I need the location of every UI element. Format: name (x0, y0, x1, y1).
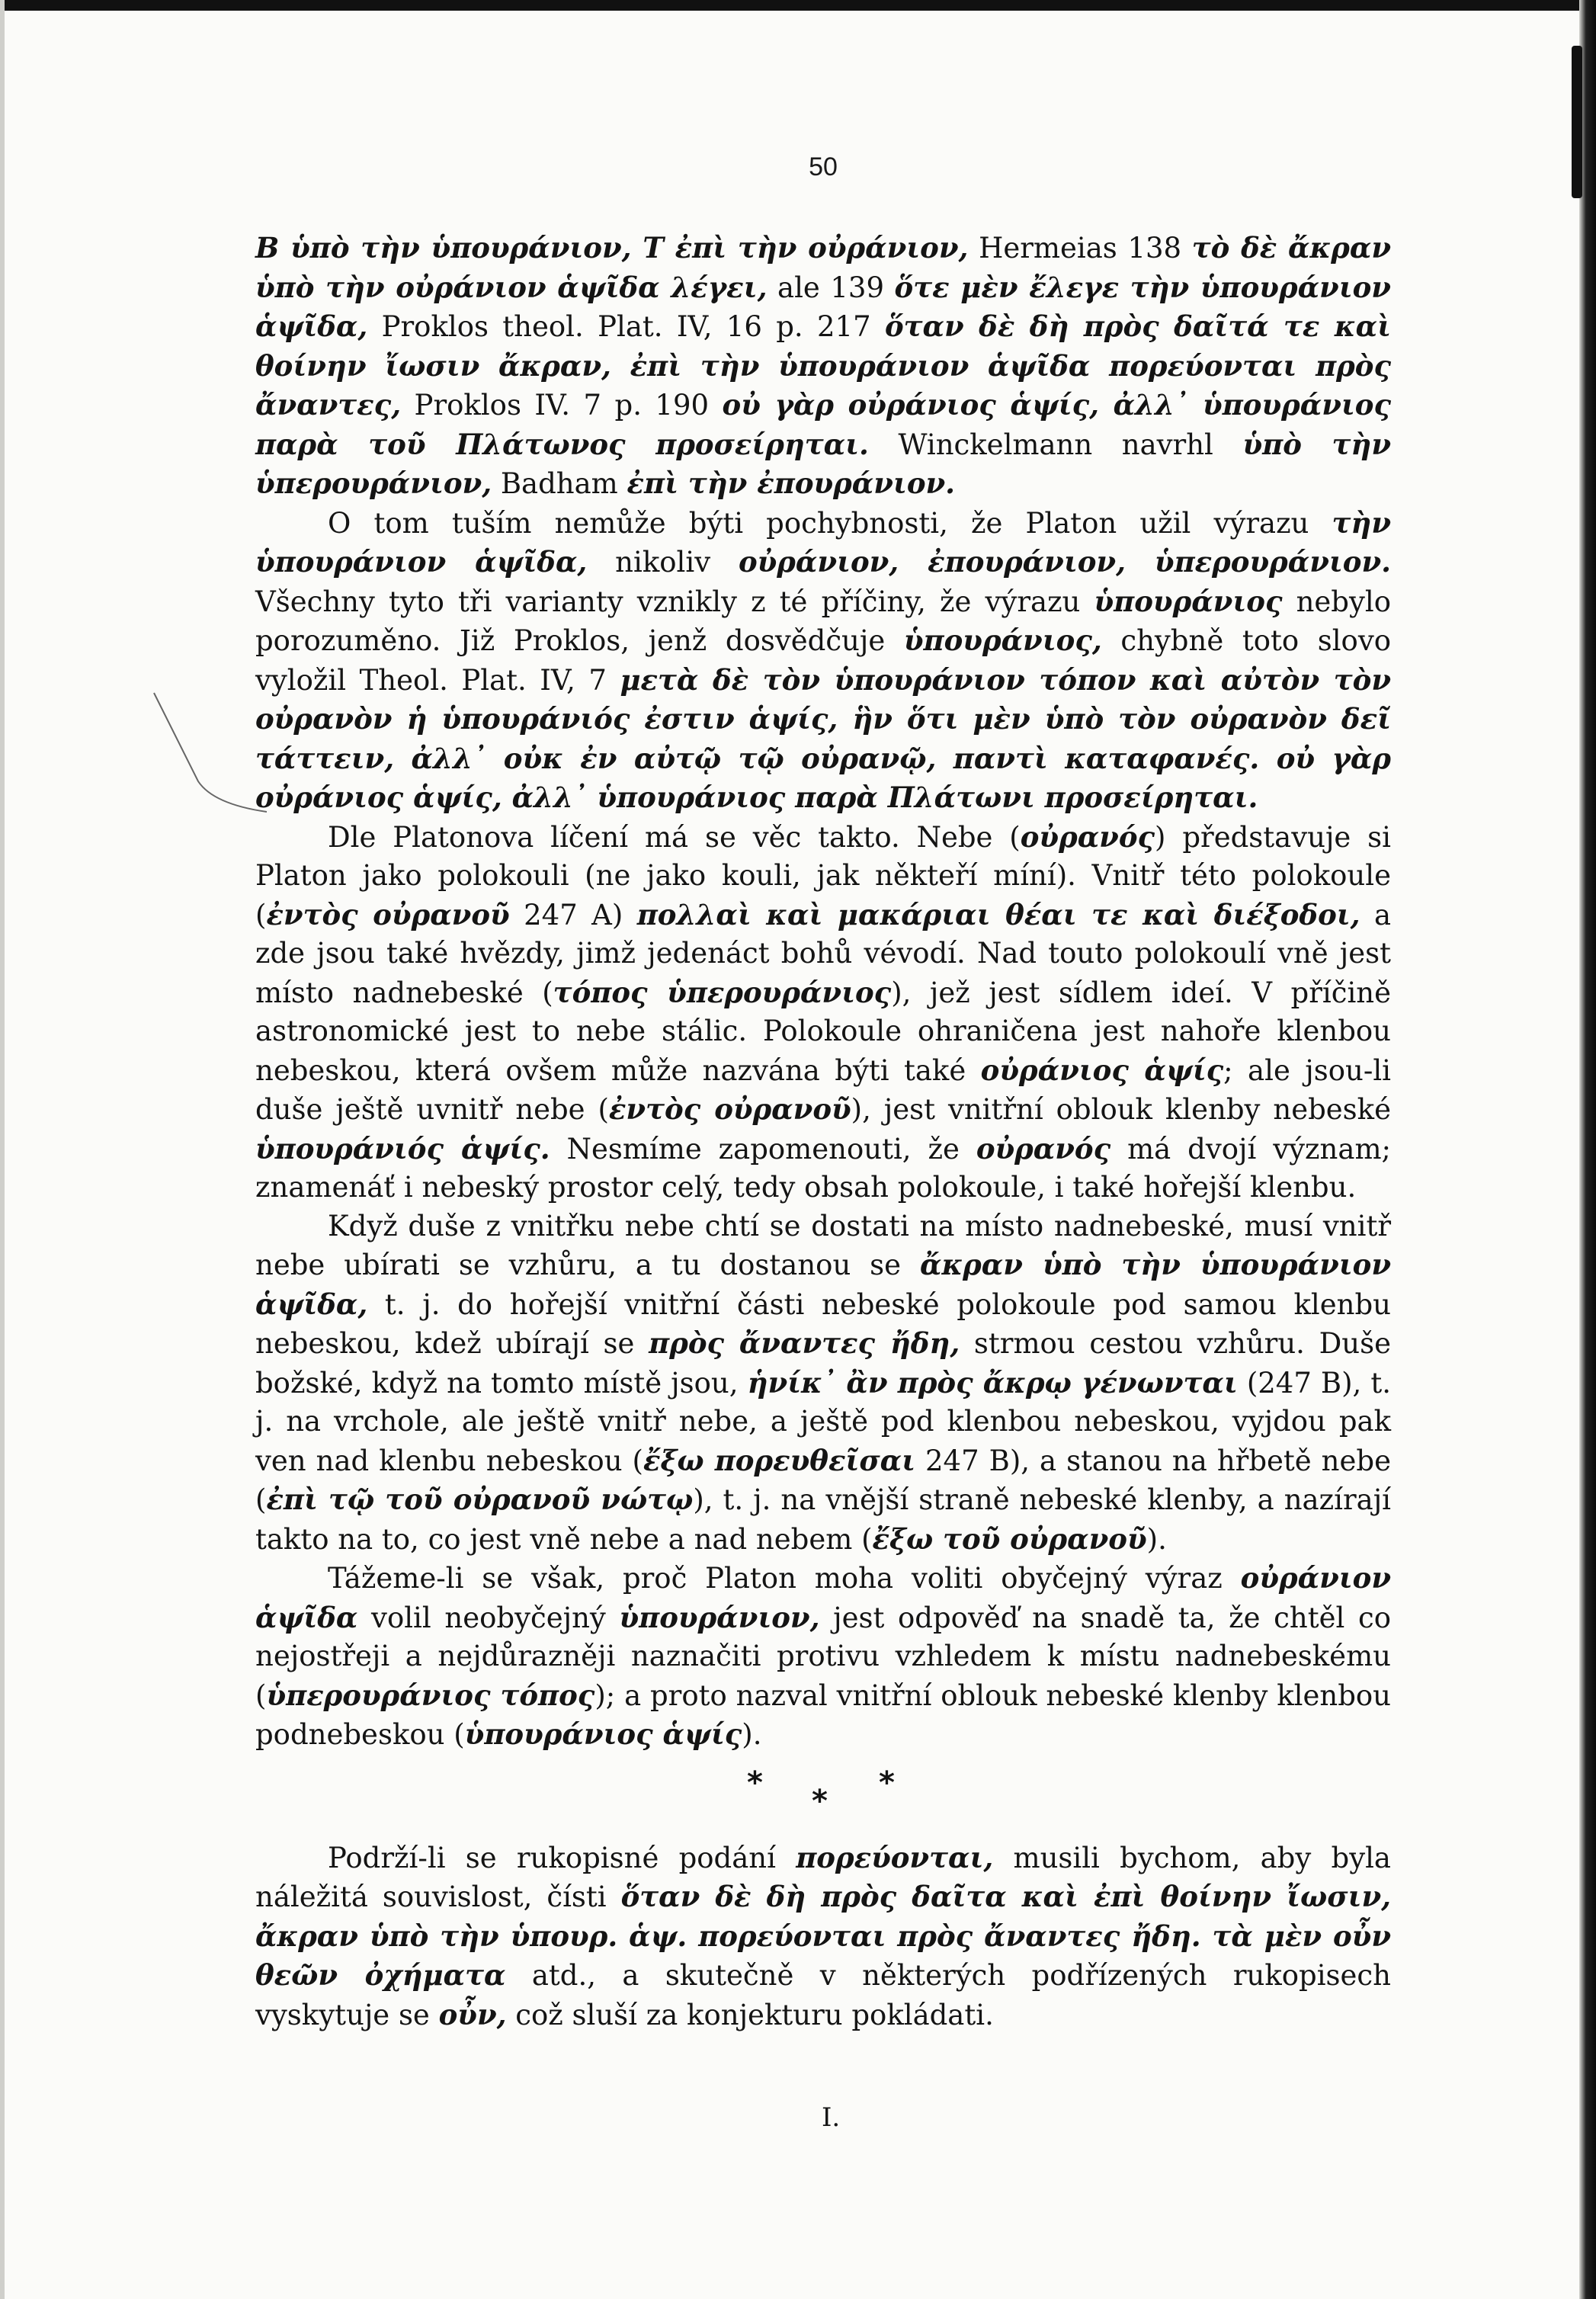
greek-quotation: ὑπουράνιος, (903, 624, 1102, 657)
text-run: Winckelmann navrhl (868, 428, 1243, 461)
greek-quotation: οὐράνιον, ἐπουράνιον, ὑπερουράνιον. (738, 545, 1392, 579)
text-run: atd., a skutečně v některých podřízených rukopisech vyskytuje se (255, 1959, 1391, 2031)
manuscript-siglum: T (643, 231, 664, 265)
margin-pencil-line (152, 690, 267, 819)
text-run: má dvojí význam; znamenáť i nebeský prostor celý, tedy obsah polokoule, i také hořejší klenbu. (255, 1132, 1391, 1204)
text-run: Proklos IV. 7 p. 190 (401, 389, 723, 422)
greek-quotation: ὑπουράνιός ἁψίς. (255, 1131, 550, 1166)
text-run: Všechny tyto tři varianty vznikly z té příčiny, že výrazu (255, 585, 1094, 618)
text-run: a zde jsou také hvězdy, jimž jedenáct bohů vévodí. Nad touto polokoulí vně jest místo nadnebeské ( (255, 898, 1392, 1009)
text-run: Když duše z vnitřku nebe chtí se dostati na místo nadnebeské, musí vnitř nebe ubírati se vzhůru, a tu dostanou se (255, 1209, 1391, 1281)
text-run: volil neobyčejný (357, 1601, 620, 1634)
separator-star: * (879, 1765, 895, 1800)
paragraph-platonova-liceni (255, 818, 1391, 1207)
greek-quotation: οὐρανός (1020, 819, 1155, 854)
greek-quotation: τόπος ὑπερουράνιος (553, 975, 892, 1009)
greek-quotation: ὅτε μὲν ἔλεγε τὴν ὑπουράνιον ἁψῖδα, (255, 270, 1391, 343)
separator-star: * (812, 1783, 828, 1819)
text-run: jest odpověď na snadě ta, že chtěl co nejostřeji a nejdůrazněji naznačiti protivu vzhledem k místu nadnebeskému ( (255, 1601, 1391, 1712)
text-run: ), t. j. na vnější straně nebeské klenby, a nazírají takto na to, co jest vně nebe a nad nebem ( (255, 1483, 1391, 1556)
text-run: ). (742, 1718, 762, 1751)
greek-quotation: οὐράνιος ἁψίς (980, 1053, 1224, 1087)
text-run: Podrží-li se rukopisné podání (328, 1841, 796, 1874)
greek-quotation: τὴν ὑπουράνιον ἁψῖδα, (255, 505, 1391, 579)
greek-quotation: ἔξω τοῦ οὐρανοῦ (872, 1521, 1147, 1556)
text-run: Proklos theol. Plat. IV, 16 p. 217 (367, 310, 885, 343)
paragraph-platon-usage (255, 504, 1391, 818)
greek-quotation: ἔξω πορευθεῖσαι (643, 1443, 915, 1477)
greek-quotation: ὑπερουράνιος τόπος (266, 1678, 595, 1712)
text-run: ale 139 (767, 271, 895, 304)
scan-top-edge (0, 0, 1596, 11)
greek-quotation: ὑπουράνιος ἁψίς (464, 1717, 742, 1751)
greek-quotation: πρὸς ἄναντες ἤδη, (649, 1326, 960, 1360)
scan-left-edge (0, 0, 5, 2299)
paragraph-apparatus (255, 229, 1391, 504)
greek-quotation: ὑπὸ τὴν ὑπερουράνιον, (255, 427, 1391, 500)
greek-quotation: ὑπουράνιος (1094, 584, 1283, 618)
greek-quotation: οὖν, (438, 1997, 507, 2031)
greek-quotation: ὅταν δὲ δὴ πρὸς δαῖτά τε καὶ θοίνην ἴωσιν ἄκραν, ἐπὶ τὴν ὑπουράνιον ἁψῖδα πορεύονται πρὸς ἄναντες, (255, 309, 1391, 422)
greek-quotation: οὐ γὰρ οὐράνιος ἁψίς, ἀλλ᾿ ὑπουράνιος παρὰ τοῦ Πλάτωνος προσείρηται. (255, 388, 1391, 461)
text-run: ) představuje si Platon jako polokouli (ne jako kouli, jak někteří míní). Vnitř této polokoule ( (255, 820, 1392, 931)
text-run: strmou cestou vzhůru. Duše božské, když na tomto místě jsou, (255, 1327, 1391, 1400)
text-run: (247 B), t. j. na vrchole, ale ještě vnitř nebe, a ještě pod klenbou nebeskou, vyjdou pak ven nad klenbu nebeskou ( (255, 1366, 1391, 1477)
greek-quotation: οὐράνιον ἁψῖδα (255, 1561, 1391, 1634)
text-run: Tážeme-li se však, proč Platon moha voliti obyčejný výraz (328, 1562, 1241, 1595)
greek-quotation: ἐντὸς οὐρανοῦ (608, 1092, 851, 1126)
greek-quotation: ἐπὶ τῷ τοῦ οὐρανοῦ νώτῳ (266, 1483, 694, 1516)
greek-quotation: ἐπὶ τὴν ἐπουράνιον. (627, 467, 956, 500)
text-run: t. j. do hořejší vnitřní části nebeské polokoule pod samou klenbu nebeskou, kdež ubírají se (255, 1287, 1391, 1360)
greek-quotation: πορεύονται, (796, 1840, 994, 1874)
greek-quotation: ἐντὸς οὐρανοῦ (266, 897, 510, 931)
text-run: Nesmíme zapomenouti, že (550, 1132, 976, 1166)
text-run: O tom tuším nemůže býti pochybnosti, že Platon užil výrazu (328, 506, 1332, 540)
text-run: nebylo porozuměno. Již Proklos, jenž dosvědčuje (255, 585, 1391, 657)
separator-star: * (747, 1765, 763, 1800)
greek-quotation: ὑπὸ τὴν ὑπουράνιον, (279, 231, 643, 265)
text-run: 247 B), a stanou na hřbetě nebe ( (255, 1444, 1391, 1516)
greek-quotation: ὑπουράνιον, (619, 1600, 820, 1634)
text-run: ; ale jsou-li duše ještě uvnitř nebe ( (255, 1053, 1391, 1126)
text-run: Dle Platonova líčení má se věc takto. Nebe ( (328, 820, 1021, 854)
scan-right-edge (1579, 0, 1596, 2299)
text-run: nikoliv (587, 546, 739, 579)
greek-quotation: ἄκραν ὑπὸ τὴν ὑπουράνιον ἁψῖδα, (255, 1248, 1391, 1321)
greek-quotation: ἐπὶ τὴν οὐράνιον, (663, 231, 969, 265)
manuscript-siglum: B (255, 231, 280, 265)
body-text (255, 229, 1391, 2034)
greek-quotation: πολλαὶ καὶ μακάριαι θέαι τε καὶ διέξοδοι, (636, 897, 1360, 931)
text-run: chybně toto slovo vyložil Theol. Plat. IV, 7 (255, 624, 1392, 697)
text-run: 247 A) (509, 898, 637, 931)
text-run: ); a proto nazval vnitřní oblouk nebeské klenby klenbou podnebeskou ( (255, 1679, 1392, 1751)
text-run: Badham (492, 467, 627, 500)
paragraph-duse-vnitrek (255, 1207, 1391, 1560)
greek-quotation: ὅταν δὲ δὴ πρὸς δαῖτα καὶ ἐπὶ θοίνην ἴωσιν, ἄκραν ὑπὸ τὴν ὑπουρ. ἁψ. πορεύονται πρὸς ἄναντες ἤδη. τὰ μὲν οὖν θεῶν ὀχήματα (255, 1880, 1391, 1992)
paragraph-podrzi-li (255, 1839, 1391, 2035)
text-run: což sluší za konjekturu pokládati. (506, 1998, 994, 2031)
page-number: 50 (809, 152, 838, 181)
greek-quotation: οὐρανός (976, 1131, 1111, 1166)
text-run: musili bychom, aby byla náležitá souvislost, čísti (255, 1841, 1391, 1913)
greek-quotation: τὸ δὲ ἄκραν ὑπὸ τὴν οὐράνιον ἁψῖδα λέγει, (255, 231, 1392, 304)
scan-binding-mark (1572, 46, 1582, 198)
greek-quotation: ἡνίκ᾿ ἂν πρὸς ἄκρῳ γένωνται (747, 1365, 1238, 1400)
paragraph-tazeme-li (255, 1559, 1391, 1755)
section-separator (255, 1765, 1391, 1839)
text-run: ). (1146, 1522, 1167, 1556)
text-run: ), jež jest sídlem ideí. V příčině astronomické jest to nebe stálic. Polokoule ohraničena jest nahoře klenbou nebeskou, která ovšem může nazvána býti také (255, 976, 1392, 1087)
text-run: Hermeias 138 (968, 232, 1192, 265)
text-run: ), jest vnitřní oblouk klenby nebeské (851, 1093, 1391, 1126)
greek-quotation: μετὰ δὲ τὸν ὑπουράνιον τόπον καὶ αὐτὸν τὸν οὐρανὸν ἡ ὑπουράνιός ἐστιν ἁψίς, ἣν ὅτι μὲν ὑπὸ τὸν οὐρανὸν δεῖ τάττειν, ἀλλ᾿ οὐκ ἐν αὐτῷ τῷ οὐρανῷ, παντὶ καταφανές. οὐ γὰρ οὐράνιος ἁψίς, ἀλλ᾿ ὑπουράνιος παρὰ Πλάτωνι προσείρηται. (255, 662, 1391, 814)
signature-mark: I. (822, 2102, 841, 2133)
